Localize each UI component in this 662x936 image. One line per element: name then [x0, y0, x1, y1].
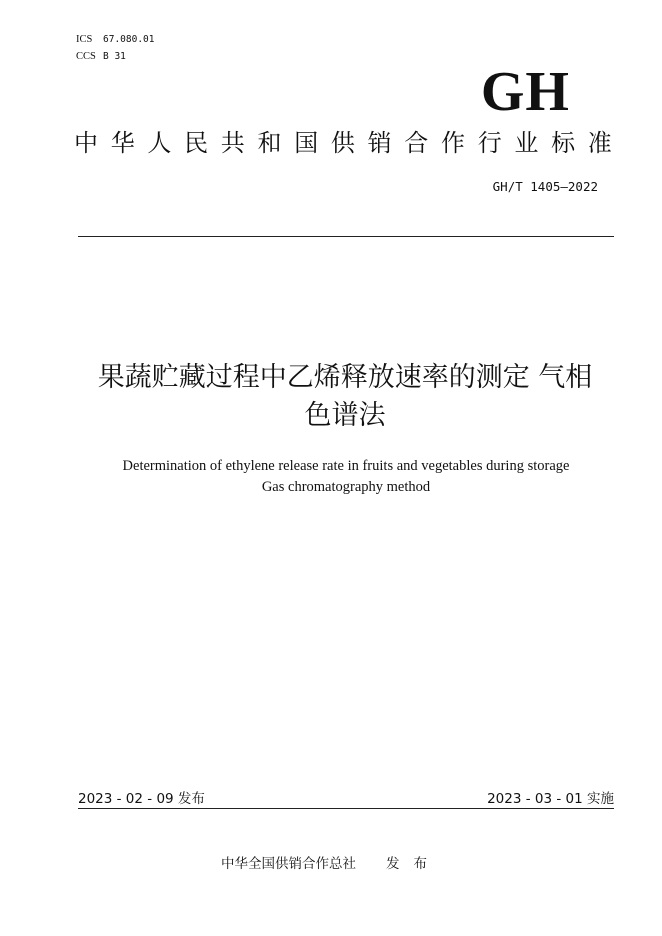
chinese-title-line1: 果蔬贮藏过程中乙烯释放速率的测定 气相 — [97, 362, 593, 393]
english-title-line1: Determination of ethylene release rate in fruits and vegetables during storage — [122, 458, 570, 474]
chinese-title — [74, 359, 616, 435]
standard-code: GH/T 1405—2022 — [492, 179, 598, 194]
publisher-line — [0, 855, 662, 873]
ics-line — [76, 31, 154, 48]
ccs-line — [76, 48, 154, 65]
standard-mark: GH — [480, 61, 570, 123]
ics-label: ICS — [76, 34, 93, 45]
english-title — [70, 456, 622, 497]
footer-divider — [78, 808, 614, 809]
ics-value: 67.080.01 — [103, 34, 155, 45]
implement-date: 2023 - 03 - 01 实施 — [487, 791, 614, 807]
publisher-name: 中华全国供销合作总社 — [221, 856, 356, 872]
issue-date: 2023 - 02 - 09 发布 — [78, 791, 205, 807]
publisher-action: 发布 — [386, 856, 441, 872]
ccs-label: CCS — [76, 51, 96, 62]
ccs-value: B 31 — [103, 51, 126, 62]
header-divider — [78, 236, 614, 237]
classification-codes — [76, 31, 154, 65]
chinese-title-line2: 色谱法 — [304, 400, 386, 431]
standard-type-title: 中华人民共和国供销合作行业标准 — [74, 129, 625, 157]
english-title-line2: Gas chromatography method — [261, 478, 431, 495]
